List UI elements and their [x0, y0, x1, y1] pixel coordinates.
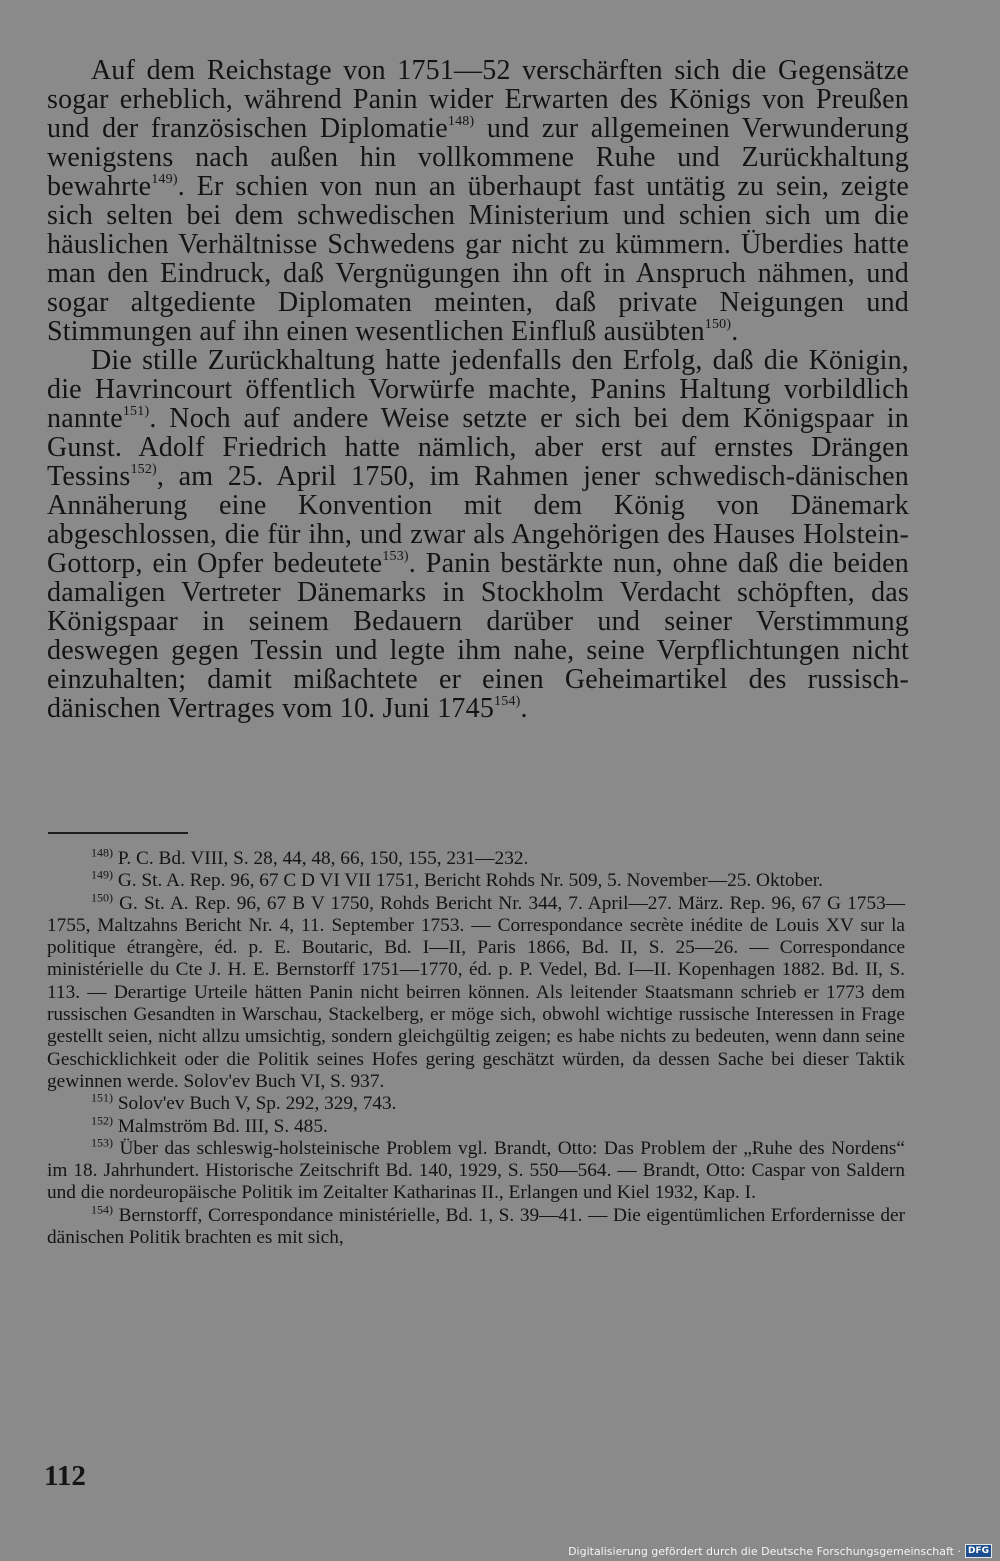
paragraph-1 — [47, 56, 909, 346]
footnote-text: G. St. A. Rep. 96, 67 C D VI VII 1751, Bericht Rohds Nr. 509, 5. November—25. Oktober. — [117, 870, 823, 892]
text-run: Auf dem Reichstage von 1751—52 verschärften sich die Gegensätze sogar erheblich, während Panin wider Erwarten des Königs von Preußen und der französischen Diplomatie — [47, 55, 909, 144]
body-text — [47, 56, 909, 723]
paragraph-2 — [47, 346, 909, 723]
page-number: 112 — [44, 1460, 86, 1492]
footnote-154 — [47, 1202, 906, 1250]
credit-text: Digitalisierung gefördert durch die Deutsche Forschungsgemeinschaft · — [568, 1544, 961, 1558]
text-run: . Noch auf andere Weise setzte er sich bei dem Königspaar in Gunst. Adolf Friedrich hatte nämlich, aber erst auf ernstes Drängen Tessins — [47, 403, 909, 492]
footnote-ref-150[interactable]: 150) — [704, 316, 732, 332]
dfg-logo[interactable]: DFG — [965, 1544, 992, 1558]
footnote-text: Bernstorff, Correspondance ministérielle, Bd. 1, S. 39—41. — Die eigentümlichen Erfordernisse der dänischen Politik brachten es mit sich, — [47, 1204, 906, 1249]
text-run: . — [520, 693, 528, 724]
footnote-text: P. C. Bd. VIII, S. 28, 44, 48, 66, 150, 155, 231—232. — [117, 848, 529, 869]
footnote-ref-151[interactable]: 151) — [122, 403, 150, 419]
footnote-text: Malmström Bd. III, S. 485. — [117, 1115, 328, 1137]
text-run: . Er schien von nun an überhaupt fast untätig zu sein, zeigte sich selten bei dem schwedischen Ministerium und schien sich um die häuslichen Verhältnisse Schwedens gar nicht zu kümmern. Überdies hatte man den Eindruck, daß Vergnügungen ihn oft in Anspruch nähmen, und sogar altgediente Diplomaten meinten, daß private Neigungen und Stimmungen auf ihn einen wesentlichen Einfluß ausübten — [47, 171, 909, 347]
footnote-ref-149[interactable]: 149) — [151, 171, 178, 187]
footnote-ref-154[interactable]: 154) — [494, 693, 521, 709]
footnote-text: Über das schleswig-holsteinische Problem vgl. Brandt, Otto: Das Problem der „Ruhe des Nordens“ im 18. Jahrhundert. Historische Zeitschrift Bd. 140, 1929, S. 550—564. — Brandt, Otto: Caspar von Saldern und die nordeuropäische Politik im Zeitalter Katharinas II., Erlangen und Kiel 1932, Kap. I. — [47, 1137, 905, 1204]
footnote-text: Solov'ev Buch V, Sp. 292, 329, 743. — [117, 1093, 397, 1115]
digitization-credit — [568, 1544, 992, 1558]
footnote-number: 148) — [91, 845, 113, 860]
text-run: , am 25. April 1750, im Rahmen jener schwedisch-dänischen Annäherung eine Konvention mit dem König von Dänemark abgeschlossen, die für ihn, und zwar als Angehörigen des Hauses Holstein-Gottorp, ein Opfer bedeutete — [47, 461, 909, 579]
text-run: . — [731, 316, 739, 347]
footnote-151 — [47, 1090, 905, 1115]
footnote-148 — [47, 845, 905, 870]
footnote-150 — [47, 890, 906, 1094]
footnote-number: 149) — [91, 867, 113, 882]
footnote-ref-153[interactable]: 153) — [382, 548, 409, 564]
text-run: Die stille Zurückhaltung hatte jedenfalls den Erfolg, daß die Königin, die Havrincourt öffentlich Vorwürfe machte, Panins Haltung vorbildlich nannte — [47, 345, 909, 434]
footnote-153 — [47, 1135, 905, 1205]
footnote-number: 153) — [91, 1135, 113, 1150]
footnote-152 — [47, 1113, 905, 1138]
footnote-number: 151) — [91, 1090, 113, 1105]
footnote-number: 150) — [91, 890, 113, 905]
footnote-separator — [48, 832, 188, 834]
text-run: . Panin bestärkte nun, ohne daß die beiden damaligen Vertreter Dänemarks in Stockholm Verdacht schöpften, das Königspaar in seinem Bedauern darüber und seiner Verstimmung deswegen gegen Tessin und legte ihm nahe, seine Verpflichtungen nicht einzuhalten; damit mißachtete er einen Geheimartikel des russisch-dänischen Vertrages vom 10. Juni 1745 — [47, 548, 909, 724]
footnote-ref-152[interactable]: 152) — [130, 461, 157, 477]
footnote-ref-148[interactable]: 148) — [447, 113, 475, 129]
text-run: und zur allgemeinen Verwunderung wenigstens nach außen hin vollkommene Ruhe und Zurückhaltung bewahrte — [47, 113, 909, 202]
footnote-number: 154) — [91, 1202, 113, 1217]
footnote-number: 152) — [91, 1113, 113, 1128]
footnotes — [47, 845, 906, 1249]
footnote-149 — [47, 867, 905, 892]
footnote-text: G. St. A. Rep. 96, 67 B V 1750, Rohds Bericht Nr. 344, 7. April—27. März. Rep. 96, 67 G 1753—1755, Maltzahns Bericht Nr. 4, 11. September 1753. — Correspondance secrète inédite de Louis XV sur la politique étrangère, éd. p. E. Boutaric, Bd. I—II, Paris 1866, Bd. II, S. 25—26. — Correspondance ministérielle du Cte J. H. E. Bernstorff 1751—1770, éd. p. P. Vedel, Bd. I—II. Kopenhagen 1882. Bd. II, S. 113. — Derartige Urteile hätten Panin nicht beirren können. Als leitender Staatsmann schrieb er 1773 dem russischen Gesandten in Warschau, Stackelberg, er möge sich, obwohl wichtige russische Interessen in Frage gestellt seien, nicht allzu umsichtig, sondern gleichgültig zeigen; es habe nichts zu bedeuten, wenn dann seine Geschicklichkeit oder die Politik seines Hofes gering geschätzt würden, da dessen Sache bei dieser Taktik gewinnen werde. Solov'ev Buch VI, S. 937. — [47, 892, 906, 1092]
